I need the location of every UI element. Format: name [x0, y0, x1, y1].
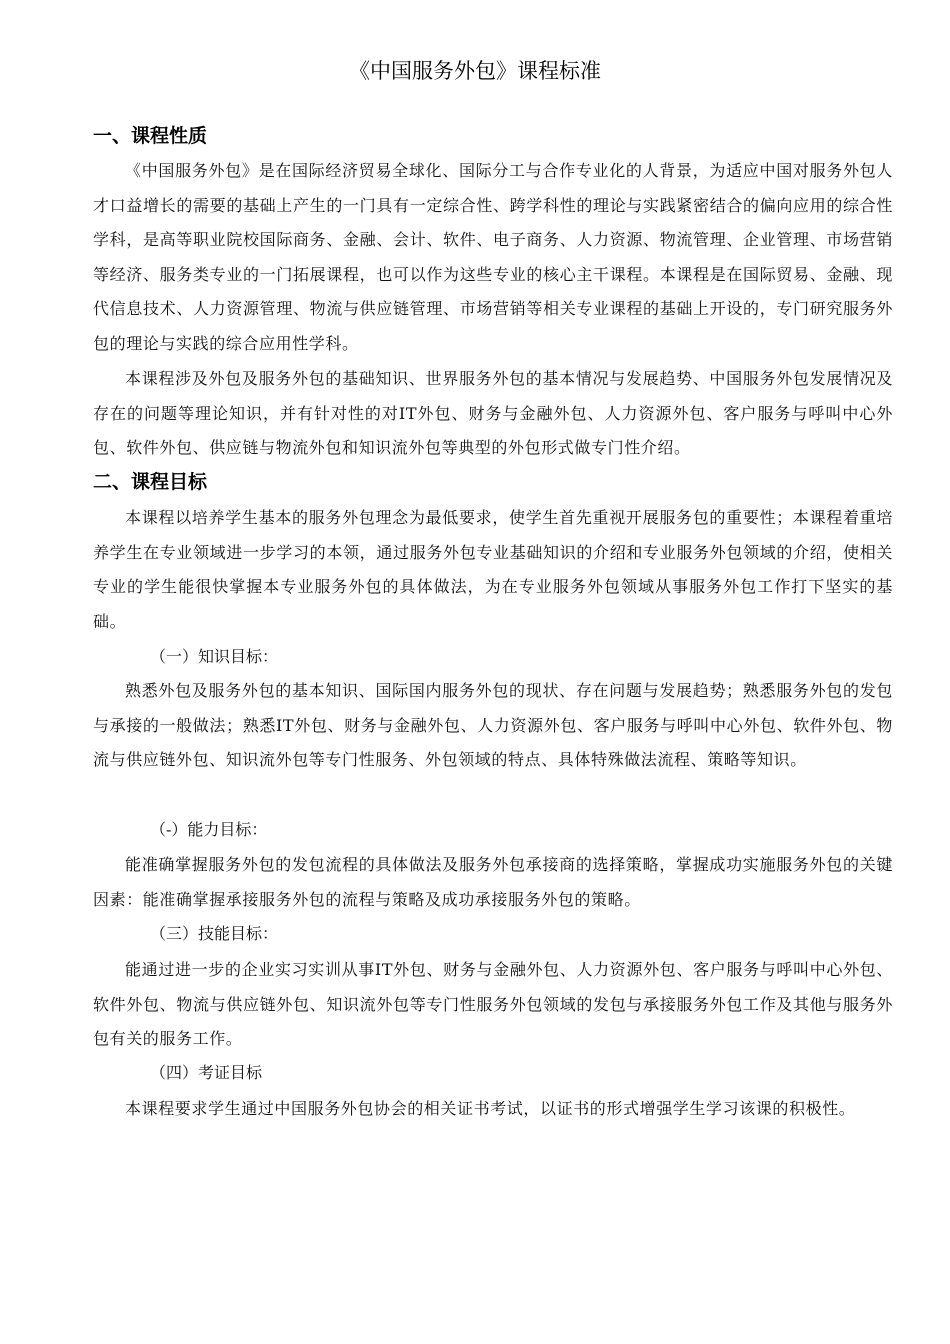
subsection-label-certification: （四）考证目标 — [150, 1063, 263, 1082]
paragraph-certification-goals: 本课程要求学生通过中国服务外包协会的相关证书考试，以证书的形式增强学生学习该课的积极性。 — [125, 1099, 856, 1118]
paragraph-course-goals: 本课程以培养学生基本的服务外包理念为最低要求，使学生首先重视开展服务包的重要性；本课程着重培养学生在专业领域进一步学习的本领，通过服务外包专业基础知识的介绍和专业服务外包领域的介绍，使相关专业的学生能很快掌握本专业服务外包的具体做法，为在专业服务外包领域从事服务外包工作打下坚实的基础。 — [93, 508, 893, 631]
subsection-label-ability: （-）能力目标： — [150, 820, 268, 839]
paragraph-ability-goals: 能准确掌握服务外包的发包流程的具体做法及服务外包承接商的选择策略，掌握成功实施服务外包的关键因素：能准确掌握承接服务外包的流程与策略及成功承接服务外包的策略。 — [93, 855, 893, 909]
subsection-label-skill: （三）技能目标： — [150, 924, 279, 943]
paragraph-course-nature-2: 本课程涉及外包及服务外包的基础知识、世界服务外包的基本情况与发展趋势、中国服务外包发展情况及存在的问题等理论知识，并有针对性的对IT外包、财务与金融外包、人力资源外包、客户服务与呼叫中心外包、软件外包、供应链与物流外包和知识流外包等典型的外包形式做专门性介绍。 — [93, 369, 893, 458]
paragraph-course-nature-1: 《中国服务外包》是在国际经济贸易全球化、国际分工与合作专业化的人背景，为适应中国对服务外包人才口益增长的需要的基础上产生的一门具有一定综合性、跨学科性的理论与实践紧密结合的偏向应用的综合性学科，是高等职业院校国际商务、金融、会计、软件、电子商务、人力资源、物流管理、企业管理、市场营销等经济、服务类专业的一门拓展课程，也可以作为这些专业的核心主干课程。本课程是在国际贸易、金融、现代信息技术、人力资源管理、物流与供应链管理、市场营销等相关专业课程的基础上开设的，专门研究服务外包的理论与实践的综合应用性学科。 — [93, 161, 893, 353]
section-heading-course-nature: 一、课程性质 — [93, 125, 208, 147]
paragraph-skill-goals: 能通过进一步的企业实习实训从事IT外包、财务与金融外包、人力资源外包、客户服务与呼叫中心外包、软件外包、物流与供应链外包、知识流外包等专门性服务外包领域的发包与承接服务外包工作及其他与服务外包有关的服务工作。 — [93, 960, 893, 1049]
section-heading-course-goals: 二、课程目标 — [93, 471, 208, 493]
paragraph-knowledge-goals: 熟悉外包及服务外包的基本知识、国际国内服务外包的现状、存在问题与发展趋势；熟悉服务外包的发包与承接的一般做法；熟悉IT外包、财务与金融外包、人力资源外包、客户服务与呼叫中心外包、软件外包、物流与供应链外包、知识流外包等专门性服务、外包领域的特点、具体特殊做法流程、策略等知识。 — [93, 681, 893, 770]
subsection-label-knowledge: （一）知识目标： — [150, 647, 279, 666]
document-title: 《中国服务外包》课程标准 — [349, 59, 601, 83]
